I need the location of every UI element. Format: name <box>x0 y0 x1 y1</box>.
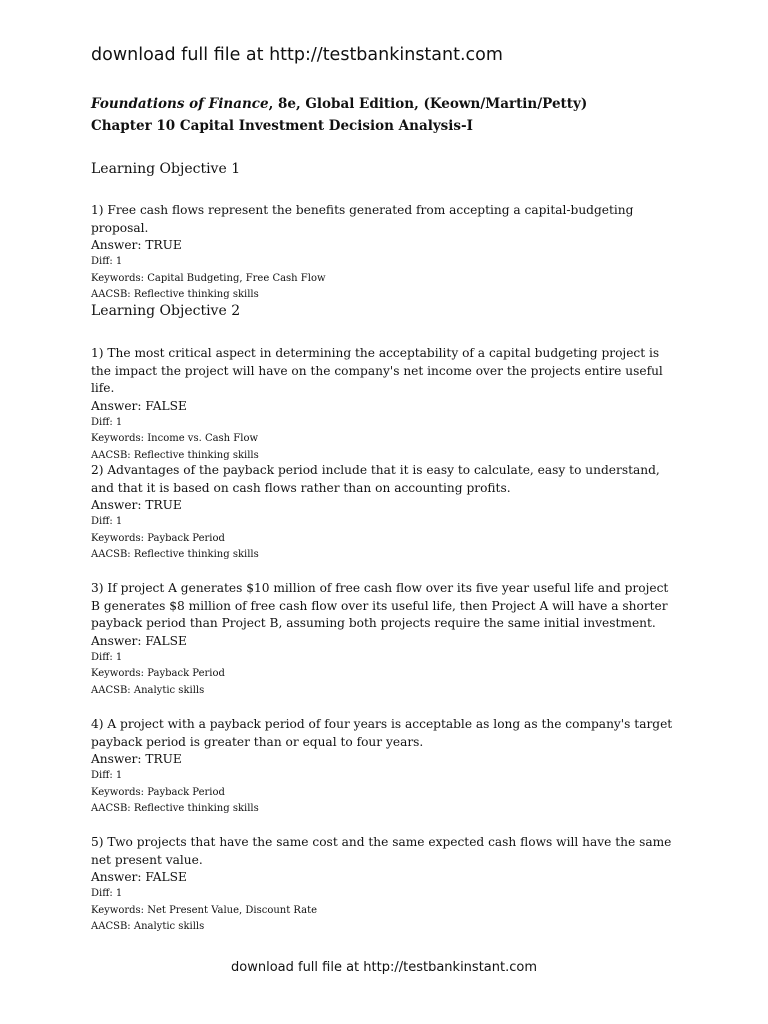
question-difficulty: Diff: 1 <box>91 256 123 267</box>
question-aacsb: AACSB: Analytic skills <box>91 684 205 696</box>
question-difficulty: Diff: 1 <box>91 516 123 527</box>
question-text: 5) Two projects that have the same cost and the same expected cash flows will have the same net present value. <box>91 835 672 867</box>
question-item <box>91 345 681 464</box>
question-difficulty: Diff: 1 <box>91 416 123 428</box>
question-difficulty: Diff: 1 <box>91 651 123 663</box>
question-answer: Answer: TRUE <box>91 498 182 512</box>
question-keywords: Keywords: Net Present Value, Discount Rate <box>91 904 318 916</box>
download-footer-link[interactable]: download full file at http://testbankinstant.com <box>231 960 537 975</box>
question-keywords: Keywords: Capital Budgeting, Free Cash Flow <box>91 272 326 284</box>
question-aacsb: AACSB: Reflective thinking skills <box>91 803 259 814</box>
download-header-link[interactable]: download full file at http://testbankinstant.com <box>91 45 503 65</box>
question-answer: Answer: FALSE <box>91 633 187 648</box>
book-title: Foundations of Finance <box>91 96 269 112</box>
question-text: 1) Free cash flows represent the benefits generated from accepting a capital-budgeting proposal. <box>91 203 634 235</box>
question-keywords: Keywords: Income vs. Cash Flow <box>91 433 259 444</box>
question-text: 3) If project A generates $10 million of free cash flow over its five year useful life and project B generates $8 million of free cash flow over its useful life, then Project A will have a shorter payback period than Project B, assuming both projects require the same initial investment. <box>91 581 669 630</box>
chapter-title: Chapter 10 Capital Investment Decision Analysis-I <box>91 118 473 134</box>
question-keywords: Keywords: Payback Period <box>91 786 225 798</box>
question-answer: Answer: FALSE <box>91 398 187 413</box>
section-heading-lo1: Learning Objective 1 <box>91 161 241 177</box>
question-answer: Answer: TRUE <box>91 752 182 766</box>
question-aacsb: AACSB: Analytic skills <box>91 921 205 932</box>
question-aacsb: AACSB: Reflective thinking skills <box>91 449 259 461</box>
question-keywords: Keywords: Payback Period <box>91 668 225 679</box>
question-difficulty: Diff: 1 <box>91 888 123 899</box>
question-answer: Answer: TRUE <box>91 238 182 252</box>
book-edition-authors: , 8e, Global Edition, (Keown/Martin/Petty) <box>268 96 588 112</box>
question-answer: Answer: FALSE <box>91 870 187 884</box>
question-aacsb: AACSB: Reflective thinking skills <box>91 289 259 300</box>
book-citation <box>91 96 587 112</box>
question-item <box>91 202 681 304</box>
section-heading-lo2: Learning Objective 2 <box>91 303 241 319</box>
question-item <box>91 580 681 699</box>
question-text: 4) A project with a payback period of four years is acceptable as long as the company's target payback period is greater than or equal to four years. <box>91 717 673 749</box>
question-item <box>91 716 681 818</box>
question-item <box>91 834 681 936</box>
question-difficulty: Diff: 1 <box>91 770 123 781</box>
question-text: 1) The most critical aspect in determining the acceptability of a capital budgeting project is the impact the project will have on the company's net income over the projects entire useful life. <box>91 346 663 395</box>
question-keywords: Keywords: Payback Period <box>91 532 225 544</box>
question-item <box>91 462 681 564</box>
question-text: 2) Advantages of the payback period include that it is easy to calculate, easy to understand, and that it is based on cash flows rather than on accounting profits. <box>91 463 660 495</box>
question-aacsb: AACSB: Reflective thinking skills <box>91 549 259 560</box>
